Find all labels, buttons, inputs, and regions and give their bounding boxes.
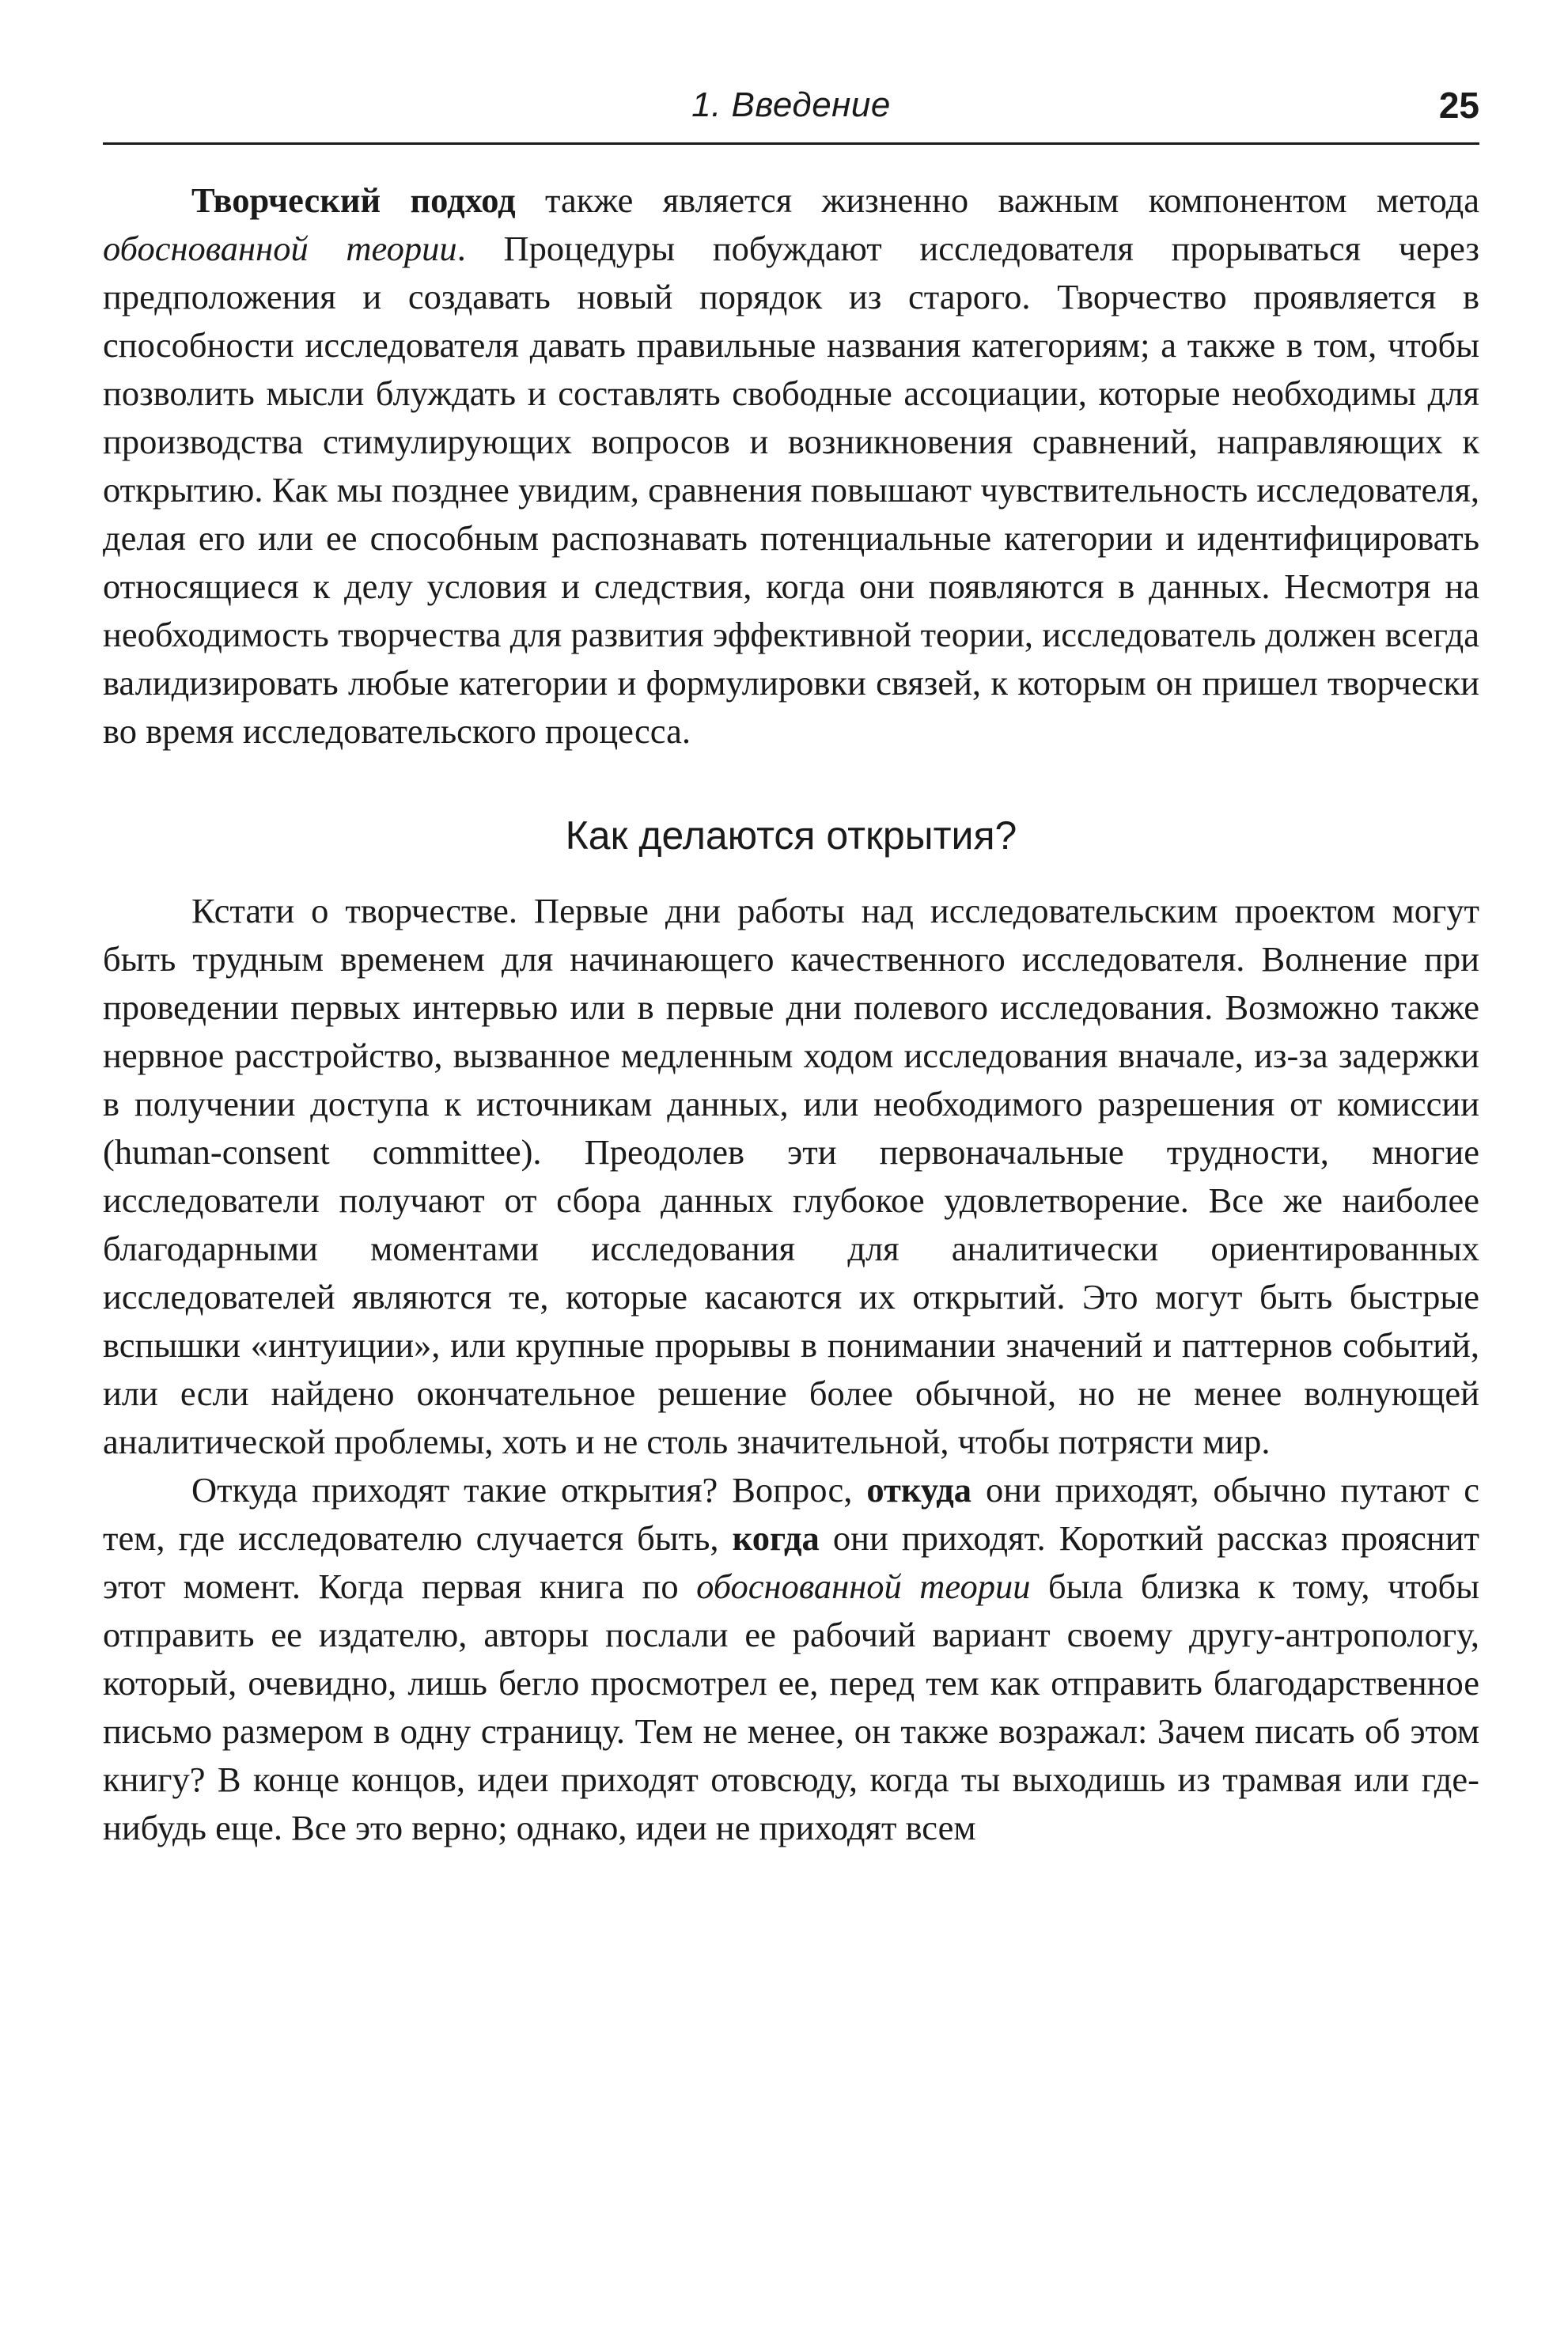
- paragraph-text: они приходят, обычно путают с тем, где исследователю случается быть,: [103, 1470, 1479, 1558]
- emphasis-grounded-theory: обоснованной теории: [696, 1567, 1031, 1606]
- paragraph-text: . Процедуры побуждают исследователя прорываться через предположения и создавать новый порядок из старого. Творчество проявляется в способности исследователя давать правильные названия категориям; а также в том, чтобы позволить мысли блуждать и составлять свободные ассоциации, которые необходимы для производства стимулирующих вопросов и возникновения сравнений, направляющих к открытию. Как мы позднее увидим, сравнения повышают чувствительность исследователя, делая его или ее способным распознавать потенциальные категории и идентифицировать относящиеся к делу условия и следствия, когда они появляются в данных. Несмотря на необходимость творчества для развития эффективной теории, исследователь должен всегда валидизировать любые категории и формулировки связей, к которым он пришел творчески во время исследовательского процесса.: [103, 229, 1479, 751]
- paragraph-origins: [103, 1466, 1479, 1852]
- emphasis-grounded-theory: обоснованной теории: [103, 229, 457, 268]
- emphasis-when: когда: [732, 1518, 820, 1558]
- page-number: 25: [1438, 85, 1479, 126]
- emphasis-where: откуда: [866, 1470, 972, 1510]
- paragraph-text: Откуда приходят такие открытия? Вопрос,: [191, 1470, 867, 1510]
- section-heading: Как делаются открытия?: [565, 813, 1017, 858]
- chapter-title: 1. Введение: [691, 85, 891, 124]
- running-head: [103, 79, 1479, 145]
- paragraph-text: также является жизненно важным компонентом метода: [515, 180, 1479, 220]
- paragraph-creativity: [103, 176, 1479, 756]
- paragraph-discoveries: [103, 887, 1479, 1466]
- paragraph-text: Кстати о творчестве. Первые дни работы над исследовательским проектом могут быть трудным временем для начинающего качественного исследователя. Волнение при проведении первых интервью или в первые дни полевого исследования. Возможно также нервное расстройство, вызванное медленным ходом исследования вначале, из-за задержки в получении доступа к источникам данных, или необходимого разрешения от комиссии (human-consent committee). Преодолев эти первоначальные трудности, многие исследователи получают от сбора данных глубокое удовлетворение. Все же наиболее благодарными моментами исследования для аналитически ориентированных исследователей являются те, которые касаются их открытий. Это могут быть быстрые вспышки «интуиции», или крупные прорывы в понимании значений и паттернов событий, или если найдено окончательное решение более обычной, но не менее волнующей аналитической проблемы, хоть и не столь значительной, чтобы потрясти мир.: [103, 891, 1479, 1461]
- book-page: [103, 79, 1479, 1852]
- lead-term: Творческий подход: [191, 180, 516, 220]
- paragraph-text: они приходят. Короткий рассказ прояснит этот момент. Когда первая книга по: [103, 1518, 1480, 1606]
- body-text: [103, 176, 1479, 1852]
- paragraph-text: была близка к тому, чтобы отправить ее издателю, авторы послали ее рабочий вариант своему другу-антропологу, который, очевидно, лишь бегло просмотрел ее, перед тем как отправить благодарственное письмо размером в одну страницу. Тем не менее, он также возражал: Зачем писать об этом книгу? В конце концов, идеи приходят отовсюду, когда ты выходишь из трамвая или где-нибудь еще. Все это верно; однако, идеи не приходят всем: [103, 1567, 1479, 1847]
